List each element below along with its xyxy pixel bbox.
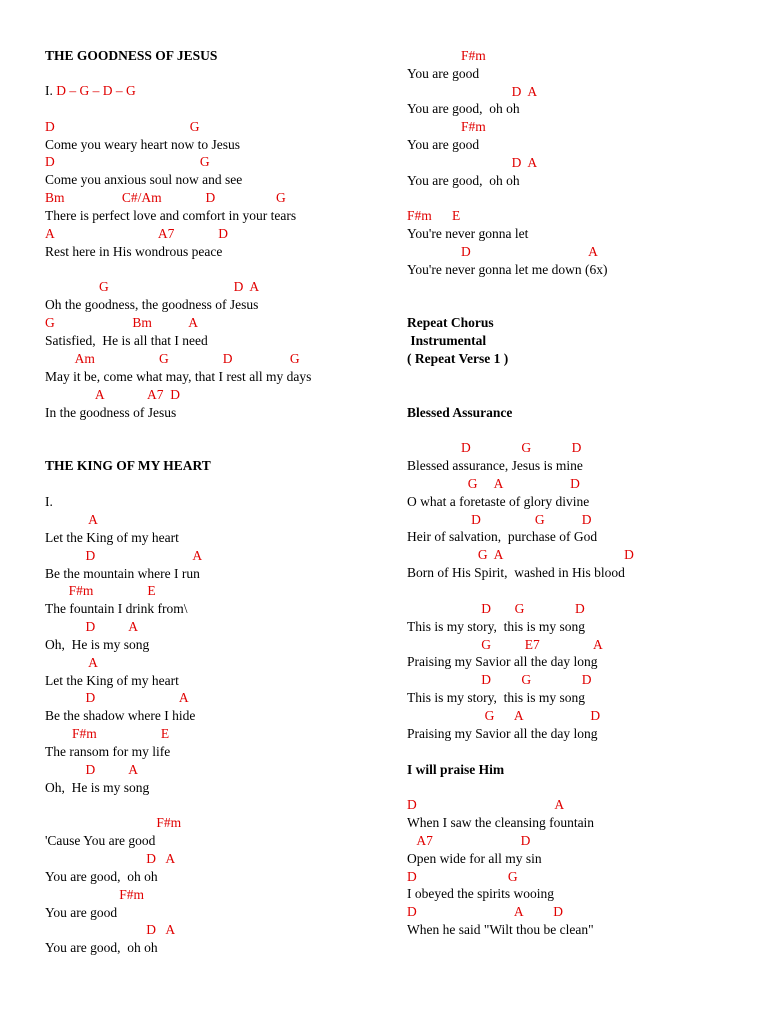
chord-line: F#m E [45,726,170,741]
chord-line: F#m E [407,208,461,223]
lyric-line: When he said "Wilt thou be clean" [407,922,594,937]
lyric-line: Praising my Savior all the day long [407,654,598,669]
lyric-line: The ransom for my life [45,744,171,759]
lyric-line: This is my story, this is my song [407,690,586,705]
chord-line: A A7 D [45,387,181,402]
chord-line: G E7 A [407,637,603,652]
chord-line: D G [45,154,210,169]
chord-line: D A [407,244,598,259]
chord-line: D A [45,922,176,937]
lyric-line: You're never gonna let me down (6x) [407,262,608,277]
chord-line: D A D [407,904,564,919]
repeat-verse-note: ( Repeat Verse 1 ) [407,351,509,366]
chord-line: D G D [407,512,592,527]
lyric-line: This is my story, this is my song [407,619,586,634]
lyric-line: O what a foretaste of glory divine [407,494,590,509]
lyric-line: You are good [407,66,480,81]
lyric-line: You are good, oh oh [45,869,158,884]
chord-line: D A [407,797,565,812]
song-title: THE KING OF MY HEART [45,458,211,473]
chord-line: G A D [407,547,634,562]
chord-line: A [45,512,98,527]
chord-line: D G [407,869,518,884]
chord-line: F#m E [45,583,156,598]
chord-line: D A [45,548,203,563]
chord-line: G A D [407,476,580,491]
chord-line: D G D [407,440,582,455]
lyric-line: You are good [407,137,480,152]
song-title: I will praise Him [407,762,505,777]
chord-line: D G D [407,601,585,616]
intro-label: I. [45,83,53,98]
chord-line: F#m [407,119,486,134]
lyric-line: I obeyed the spirits wooing [407,886,554,901]
lyric-line: When I saw the cleansing fountain [407,815,595,830]
chord-line: F#m [45,815,182,830]
lyric-line: Praising my Savior all the day long [407,726,598,741]
lyric-line: Oh the goodness, the goodness of Jesus [45,297,259,312]
song-title: Blessed Assurance [407,405,513,420]
lyric-line: Come you weary heart now to Jesus [45,137,240,152]
lyric-line: You are good [45,905,118,920]
lyric-line: Satisfied, He is all that I need [45,333,208,348]
chord-line: D G [45,119,200,134]
chord-line: D A [45,851,176,866]
lyric-line: Let the King of my heart [45,673,179,688]
lyric-line: You're never gonna let [407,226,529,241]
chord-line: D A [45,690,189,705]
verse-label: I. [45,494,53,509]
lyric-line: May it be, come what may, that I rest all my days [45,369,312,384]
chord-line: G D A [45,279,260,294]
repeat-chorus-note: Repeat Chorus [407,315,494,330]
chord-line: G A D [407,708,601,723]
lyric-line: Open wide for all my sin [407,851,542,866]
chord-line: F#m [407,48,486,63]
chord-line: A7 D [407,833,531,848]
chord-line: A A7 D [45,226,229,241]
intro-chords: D – G – D – G [56,83,136,98]
instrumental-note: Instrumental [407,333,487,348]
chord-line: A [45,655,98,670]
lyric-line: Heir of salvation, purchase of God [407,529,598,544]
chord-line: D G D [407,672,592,687]
chord-line: Bm C#/Am D G [45,190,286,205]
chord-line: D A [45,619,139,634]
lyric-line: The fountain I drink from\ [45,601,188,616]
lyric-line: You are good, oh oh [407,173,520,188]
chord-line: Am G D G [45,351,300,366]
lyric-line: In the goodness of Jesus [45,405,177,420]
lyric-line: You are good, oh oh [407,101,520,116]
chord-line: D A [407,155,538,170]
lyric-line: There is perfect love and comfort in your tears [45,208,297,223]
chord-line: F#m [45,887,145,902]
song-title: THE GOODNESS OF JESUS [45,48,218,63]
lyric-line: Come you anxious soul now and see [45,172,243,187]
lyric-line: Born of His Spirit, washed in His blood [407,565,625,580]
lyric-line: Be the mountain where I run [45,566,200,581]
lyric-line: You are good, oh oh [45,940,158,955]
lyric-line: Oh, He is my song [45,780,150,795]
lyric-line: Blessed assurance, Jesus is mine [407,458,583,473]
lyric-line: Rest here in His wondrous peace [45,244,223,259]
lyric-line: Be the shadow where I hide [45,708,196,723]
lyric-line: 'Cause You are good [45,833,156,848]
lyric-line: Oh, He is my song [45,637,150,652]
lyric-line: Let the King of my heart [45,530,179,545]
intro-line [45,82,136,100]
chord-line: D A [407,84,538,99]
chord-line: G Bm A [45,315,199,330]
chord-line: D A [45,762,139,777]
